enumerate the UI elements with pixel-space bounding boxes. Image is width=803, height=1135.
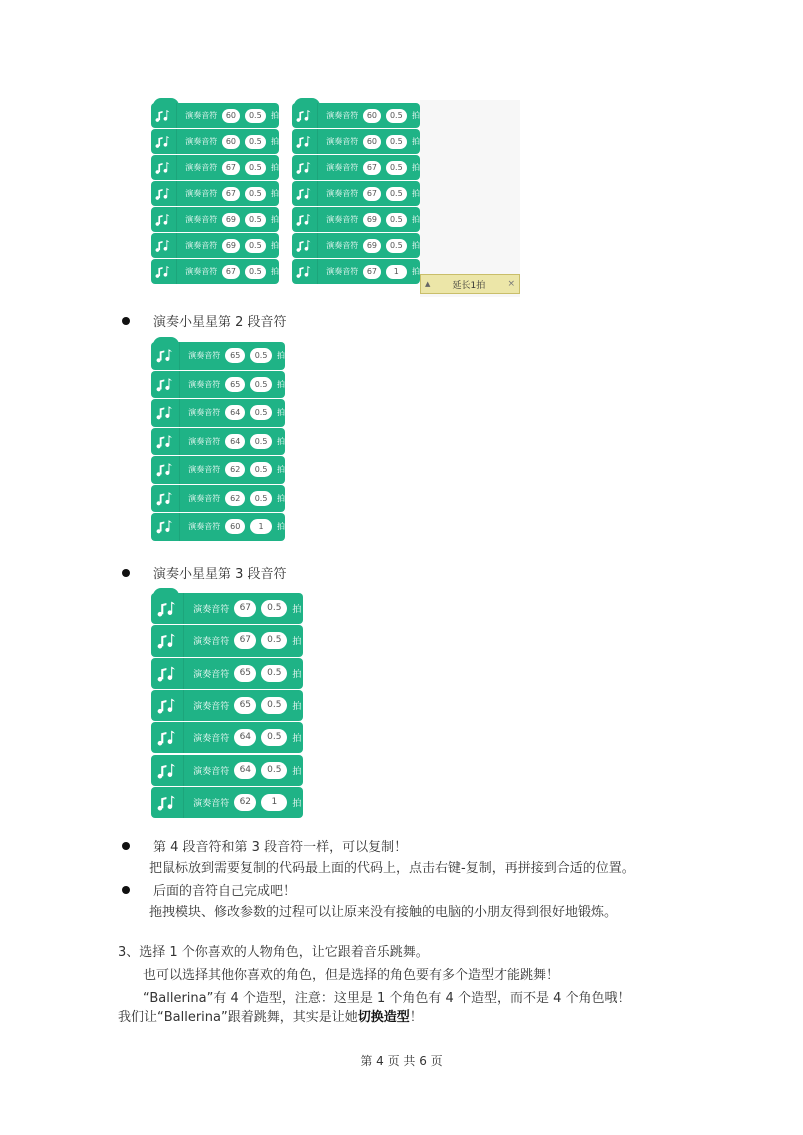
play-note-block[interactable] [151,456,285,484]
note-input[interactable]: 62 [225,462,245,477]
beat-unit-label: 拍 [412,111,420,120]
play-note-block[interactable] [292,259,420,284]
beats-input[interactable]: 1 [386,265,407,279]
beat-unit-label: 拍 [292,637,302,648]
play-note-block[interactable] [151,342,285,370]
beats-input[interactable]: 0.5 [245,213,266,227]
music-note-icon [151,129,177,154]
play-note-block[interactable] [292,155,420,180]
beat-unit-label: 拍 [277,408,285,418]
step3-line3-bold: 切换造型 [357,1010,410,1025]
note-input[interactable]: 67 [222,265,239,279]
code-stack-section1-right [292,103,422,298]
note-input[interactable]: 67 [222,187,239,201]
note-input[interactable]: 65 [225,348,245,363]
block-label: 演奏音符 [188,493,221,503]
block-label: 演奏音符 [193,637,230,648]
note-input[interactable]: 65 [234,697,256,714]
play-note-block[interactable] [151,658,303,689]
beat-unit-label: 拍 [271,189,279,198]
beat-unit-label: 拍 [292,702,302,713]
collapse-triangle-icon[interactable]: ▲ [425,280,431,288]
music-note-icon [151,722,184,753]
block-label: 演奏音符 [193,734,230,745]
note-input[interactable]: 64 [225,405,245,420]
music-note-icon [151,371,180,399]
block-label: 演奏音符 [326,163,359,172]
bullet-rest [118,880,296,899]
music-note-icon [292,129,318,154]
beats-input[interactable]: 0.5 [261,697,287,714]
beats-input[interactable]: 0.5 [386,109,407,123]
beats-input[interactable]: 0.5 [250,434,272,449]
beats-input[interactable]: 0.5 [245,161,266,175]
play-note-block[interactable] [151,129,279,154]
play-note-block[interactable] [151,593,303,624]
beat-unit-label: 拍 [292,669,302,680]
play-note-block[interactable] [151,207,279,232]
beats-input[interactable]: 0.5 [386,161,407,175]
music-note-icon [151,625,184,656]
beat-unit-label: 拍 [412,267,420,276]
block-label: 演奏音符 [193,669,230,680]
note-input[interactable]: 65 [234,665,256,682]
bullet-section4 [118,836,407,855]
music-note-icon [292,103,318,128]
block-label: 演奏音符 [188,379,221,389]
play-note-block[interactable] [151,155,279,180]
beat-unit-label: 拍 [412,241,420,250]
block-label: 演奏音符 [193,766,230,777]
beat-unit-label: 拍 [277,351,285,361]
music-note-icon [292,259,318,284]
beat-unit-label: 拍 [277,465,285,475]
block-label: 演奏音符 [188,351,221,361]
beat-unit-label: 拍 [271,215,279,224]
page-footer: 第 4 页 共 6 页 [360,1054,443,1068]
play-note-block[interactable] [292,129,420,154]
play-note-block[interactable] [151,428,285,456]
note-input[interactable]: 60 [225,519,245,534]
bullet-dot [122,886,130,894]
music-note-icon [151,787,184,818]
bullet-text: 演奏小星星第 3 段音符 [153,567,287,582]
step3-line3 [118,1006,423,1025]
beats-input[interactable]: 0.5 [261,600,287,617]
note-input[interactable]: 64 [234,762,256,779]
block-label: 演奏音符 [193,702,230,713]
bullet-section2 [118,311,287,330]
close-icon[interactable]: × [507,279,515,289]
music-note-icon [151,513,180,541]
music-note-icon [151,207,177,232]
code-stack-section3 [151,593,306,823]
note-input[interactable]: 65 [225,377,245,392]
beats-input[interactable]: 0.5 [250,491,272,506]
block-label: 演奏音符 [185,189,218,198]
beats-input[interactable]: 0.5 [250,348,272,363]
music-note-icon [151,399,180,427]
play-note-block[interactable] [151,259,279,284]
step3-line3-prefix: 我们让“Ballerina”跟着跳舞，其实是让她 [118,1010,358,1025]
play-note-block[interactable] [151,233,279,258]
bullet-dot [122,317,130,325]
beat-unit-label: 拍 [277,522,285,532]
note-input[interactable]: 67 [234,632,256,649]
beats-input[interactable]: 0.5 [245,187,266,201]
play-note-block[interactable] [151,787,303,818]
music-note-icon [151,342,180,370]
beat-unit-label: 拍 [277,493,285,503]
beat-unit-label: 拍 [271,111,279,120]
block-label: 演奏音符 [185,137,218,146]
block-label: 演奏音符 [185,215,218,224]
beats-input[interactable]: 0.5 [261,665,287,682]
play-note-block[interactable] [151,722,303,753]
beat-unit-label: 拍 [292,766,302,777]
bullet-text: 演奏小星星第 2 段音符 [153,315,287,330]
beats-input[interactable]: 0.5 [250,377,272,392]
beat-unit-label: 拍 [271,241,279,250]
step3-line1: 也可以选择其他你喜欢的角色，但是选择的角色要有多个造型才能跳舞！ [143,968,560,983]
play-note-block[interactable] [151,513,285,541]
note-input[interactable]: 67 [363,161,380,175]
beat-unit-label: 拍 [292,605,302,616]
play-note-block[interactable] [292,181,420,206]
music-note-icon [292,233,318,258]
scratch-workspace-area [420,100,520,297]
music-note-icon [151,103,177,128]
beats-input[interactable]: 1 [261,794,287,811]
beats-input[interactable]: 0.5 [250,405,272,420]
block-label: 演奏音符 [326,111,359,120]
block-label: 演奏音符 [188,436,221,446]
music-note-icon [151,485,180,513]
block-label: 演奏音符 [193,798,230,809]
play-note-block[interactable] [151,103,279,128]
note-input[interactable]: 64 [225,434,245,449]
code-stack-section2 [151,342,301,547]
bullet-dot [122,842,130,850]
step3-heading: 3、选择 1 个你喜欢的人物角色，让它跟着音乐跳舞。 [118,945,429,960]
play-note-block[interactable] [151,690,303,721]
note-input[interactable]: 64 [234,729,256,746]
music-note-icon [151,658,184,689]
code-stack-section1-left [151,103,281,298]
beats-input[interactable]: 0.5 [261,729,287,746]
note-input[interactable]: 67 [222,161,239,175]
beat-unit-label: 拍 [271,137,279,146]
beats-input[interactable]: 1 [250,519,272,534]
beat-unit-label: 拍 [271,163,279,172]
beats-input[interactable]: 0.5 [245,239,266,253]
beats-input[interactable]: 0.5 [261,762,287,779]
note-input[interactable]: 62 [234,794,256,811]
beat-unit-label: 拍 [412,215,420,224]
block-comment[interactable] [420,274,520,294]
bullet-text: 第 4 段音符和第 3 段音符一样，可以复制！ [153,840,408,855]
note-input[interactable]: 62 [225,491,245,506]
music-note-icon [151,690,184,721]
play-note-block[interactable] [151,485,285,513]
music-note-icon [292,155,318,180]
block-label: 演奏音符 [188,522,221,532]
block-label: 演奏音符 [185,241,218,250]
beat-unit-label: 拍 [412,163,420,172]
play-note-block[interactable] [292,103,420,128]
note-input[interactable]: 69 [363,213,380,227]
block-label: 演奏音符 [326,189,359,198]
beat-unit-label: 拍 [412,137,420,146]
rest-detail: 拖拽模块、修改参数的过程可以让原来没有接触的电脑的小朋友得到很好地锻炼。 [149,905,618,920]
block-label: 演奏音符 [193,605,230,616]
note-input[interactable]: 69 [222,213,239,227]
block-label: 演奏音符 [188,465,221,475]
note-input[interactable]: 60 [363,109,380,123]
beats-input[interactable]: 0.5 [386,187,407,201]
beats-input[interactable]: 0.5 [261,632,287,649]
beats-input[interactable]: 0.5 [245,265,266,279]
note-input[interactable]: 60 [222,109,239,123]
beat-unit-label: 拍 [292,798,302,809]
music-note-icon [292,181,318,206]
beat-unit-label: 拍 [277,379,285,389]
music-note-icon [151,233,177,258]
beat-unit-label: 拍 [292,734,302,745]
music-note-icon [151,456,180,484]
music-note-icon [151,593,184,624]
comment-text[interactable]: 延长1拍 [452,280,486,291]
beats-input[interactable]: 0.5 [386,239,407,253]
step3-line3-suffix: ！ [409,1010,423,1025]
note-input[interactable]: 67 [234,600,256,617]
section4-detail: 把鼠标放到需要复制的代码最上面的代码上，点击右键-复制，再拼接到合适的位置。 [149,861,635,876]
play-note-block[interactable] [151,181,279,206]
beat-unit-label: 拍 [412,189,420,198]
block-label: 演奏音符 [326,137,359,146]
beat-unit-label: 拍 [271,267,279,276]
beats-input[interactable]: 0.5 [250,462,272,477]
block-label: 演奏音符 [326,267,359,276]
step3-line2: “Ballerina”有 4 个造型，注意：这里是 1 个角色有 4 个造型，而不是 4 个角色哦！ [143,991,631,1006]
music-note-icon [151,155,177,180]
beats-input[interactable]: 0.5 [386,213,407,227]
play-note-block[interactable] [151,371,285,399]
beat-unit-label: 拍 [277,436,285,446]
beats-input[interactable]: 0.5 [386,135,407,149]
music-note-icon [151,181,177,206]
block-label: 演奏音符 [188,408,221,418]
play-note-block[interactable] [151,399,285,427]
bullet-dot [122,569,130,577]
music-note-icon [292,207,318,232]
play-note-block[interactable] [292,233,420,258]
note-input[interactable]: 67 [363,187,380,201]
block-label: 演奏音符 [185,111,218,120]
note-input[interactable]: 69 [222,239,239,253]
note-input[interactable]: 69 [363,239,380,253]
music-note-icon [151,755,184,786]
music-note-icon [151,428,180,456]
play-note-block[interactable] [151,755,303,786]
note-input[interactable]: 67 [363,265,380,279]
play-note-block[interactable] [151,625,303,656]
note-input[interactable]: 60 [222,135,239,149]
play-note-block[interactable] [292,207,420,232]
bullet-text: 后面的音符自己完成吧！ [153,884,297,899]
bullet-section3 [118,563,287,582]
note-input[interactable]: 60 [363,135,380,149]
music-note-icon [151,259,177,284]
block-label: 演奏音符 [326,215,359,224]
beats-input[interactable]: 0.5 [245,109,266,123]
beats-input[interactable]: 0.5 [245,135,266,149]
block-label: 演奏音符 [185,163,218,172]
block-label: 演奏音符 [185,267,218,276]
block-label: 演奏音符 [326,241,359,250]
